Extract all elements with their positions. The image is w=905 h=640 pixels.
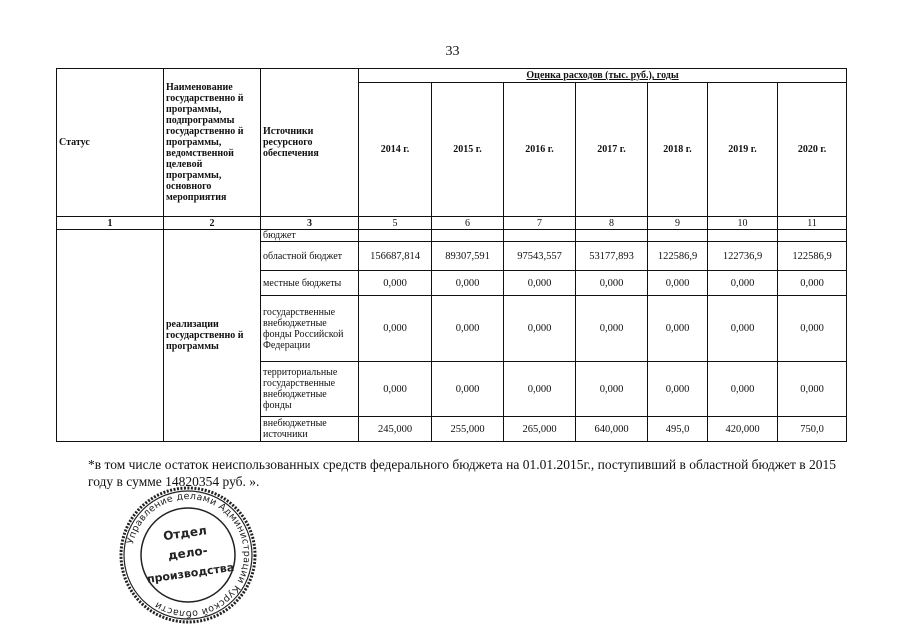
value-cell: 255,000 (432, 417, 504, 442)
header-program-name: Наименование государственно й программы, подпрограммы государственно й программы, ведомственной целевой программы, основного мероприятия (164, 69, 261, 217)
header-status: Статус (57, 69, 164, 217)
column-number: 3 (261, 217, 359, 230)
header-year: 2018 г. (648, 83, 708, 217)
column-number: 2 (164, 217, 261, 230)
seal-stamp (118, 485, 258, 625)
value-cell: 0,000 (504, 296, 576, 362)
header-sources: Источники ресурсного обеспечения (261, 69, 359, 217)
value-cell: 0,000 (432, 271, 504, 296)
column-number: 11 (778, 217, 847, 230)
value-cell: 245,000 (359, 417, 432, 442)
source-cell: бюджет (261, 230, 359, 242)
header-expense-estimate: Оценка расходов (тыс. руб.), годы (359, 69, 847, 83)
budget-table (56, 68, 847, 442)
source-cell: внебюджетные источники (261, 417, 359, 442)
header-year: 2014 г. (359, 83, 432, 217)
source-cell: государственные внебюджетные фонды Российской Федерации (261, 296, 359, 362)
value-cell: 0,000 (359, 271, 432, 296)
source-cell: областной бюджет (261, 242, 359, 271)
column-number-row (57, 217, 847, 230)
value-cell: 0,000 (359, 362, 432, 417)
column-number: 9 (648, 217, 708, 230)
value-cell: 0,000 (708, 362, 778, 417)
source-cell: территориальные государственные внебюджетные фонды (261, 362, 359, 417)
value-cell: 0,000 (648, 362, 708, 417)
value-cell: 750,0 (778, 417, 847, 442)
value-cell: 640,000 (576, 417, 648, 442)
value-cell: 0,000 (778, 271, 847, 296)
value-cell: 0,000 (504, 362, 576, 417)
header-year: 2017 г. (576, 83, 648, 217)
value-cell: 0,000 (504, 271, 576, 296)
stamp-line: производства (146, 560, 235, 586)
value-cell: 265,000 (504, 417, 576, 442)
value-cell: 0,000 (432, 296, 504, 362)
column-number: 7 (504, 217, 576, 230)
value-cell: 122736,9 (708, 242, 778, 271)
value-cell: 0,000 (778, 362, 847, 417)
stamp-outer-text: Управление делами Администрации Курской области (125, 490, 253, 620)
value-cell: 0,000 (648, 296, 708, 362)
column-number: 1 (57, 217, 164, 230)
status-cell (57, 230, 164, 442)
value-cell: 0,000 (576, 271, 648, 296)
program-name-cell: реализации государственно й программы (164, 230, 261, 442)
value-cell: 156687,814 (359, 242, 432, 271)
footnote: *в том числе остаток неиспользованных средств федерального бюджета на 01.01.2015г., поступивший в областной бюджет в 2015 году в сумме 14820354 руб. ». (88, 457, 836, 489)
table-row (57, 230, 847, 242)
page-number: 33 (445, 44, 460, 59)
value-cell: 0,000 (648, 271, 708, 296)
header-year: 2015 г. (432, 83, 504, 217)
column-number: 10 (708, 217, 778, 230)
value-cell: 122586,9 (648, 242, 708, 271)
value-cell: 122586,9 (778, 242, 847, 271)
value-cell: 89307,591 (432, 242, 504, 271)
value-cell: 97543,557 (504, 242, 576, 271)
source-cell: местные бюджеты (261, 271, 359, 296)
value-cell: 0,000 (359, 296, 432, 362)
value-cell: 0,000 (576, 362, 648, 417)
header-year: 2020 г. (778, 83, 847, 217)
column-number: 6 (432, 217, 504, 230)
header-year: 2016 г. (504, 83, 576, 217)
value-cell: 0,000 (778, 296, 847, 362)
value-cell: 495,0 (648, 417, 708, 442)
value-cell: 0,000 (708, 296, 778, 362)
value-cell: 0,000 (432, 362, 504, 417)
column-number: 5 (359, 217, 432, 230)
value-cell: 53177,893 (576, 242, 648, 271)
column-number: 8 (576, 217, 648, 230)
value-cell: 0,000 (708, 271, 778, 296)
stamp-line: Отдел (162, 523, 208, 544)
header-year: 2019 г. (708, 83, 778, 217)
value-cell: 420,000 (708, 417, 778, 442)
stamp-line: дело- (167, 543, 209, 563)
value-cell: 0,000 (576, 296, 648, 362)
